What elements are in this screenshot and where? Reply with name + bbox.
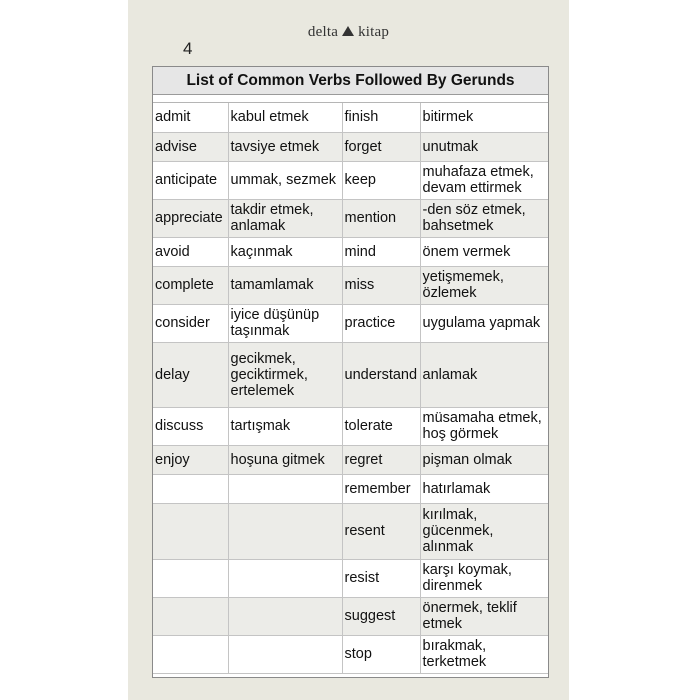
- translation-cell: yetişmemek, özlemek: [420, 266, 548, 304]
- table-row: [153, 559, 548, 597]
- verb-cell: mind: [342, 237, 420, 266]
- table-row: [153, 597, 548, 635]
- table-spacer: [153, 95, 548, 103]
- translation-cell: tartışmak: [228, 407, 342, 445]
- verb-cell: avoid: [153, 237, 228, 266]
- translation-cell: muhafaza etmek, devam ettirmek: [420, 161, 548, 199]
- translation-cell: unutmak: [420, 132, 548, 161]
- verb-grid: [153, 103, 548, 674]
- translation-cell: anlamak: [420, 342, 548, 407]
- translation-cell: önem vermek: [420, 237, 548, 266]
- verb-cell: finish: [342, 103, 420, 132]
- translation-cell: kabul etmek: [228, 103, 342, 132]
- table-title: List of Common Verbs Followed By Gerunds: [153, 67, 548, 95]
- verb-cell: forget: [342, 132, 420, 161]
- verb-cell: anticipate: [153, 161, 228, 199]
- verb-cell: resist: [342, 559, 420, 597]
- table-row: [153, 304, 548, 342]
- table-row: [153, 132, 548, 161]
- table-row: [153, 503, 548, 559]
- translation-cell: ummak, sezmek: [228, 161, 342, 199]
- verb-cell: [153, 597, 228, 635]
- verb-cell: keep: [342, 161, 420, 199]
- translation-cell: [228, 474, 342, 503]
- translation-cell: önermek, teklif etmek: [420, 597, 548, 635]
- verb-cell: consider: [153, 304, 228, 342]
- verb-table: [152, 66, 549, 678]
- verb-cell: practice: [342, 304, 420, 342]
- verb-cell: [153, 474, 228, 503]
- translation-cell: uygulama yapmak: [420, 304, 548, 342]
- table-row: [153, 635, 548, 673]
- book-page: [128, 0, 569, 700]
- table-row: [153, 266, 548, 304]
- translation-cell: hoşuna gitmek: [228, 445, 342, 474]
- page-number: 4: [183, 39, 193, 58]
- verb-cell: stop: [342, 635, 420, 673]
- translation-cell: müsamaha etmek, hoş görmek: [420, 407, 548, 445]
- verb-cell: appreciate: [153, 199, 228, 237]
- verb-cell: advise: [153, 132, 228, 161]
- triangle-icon: [342, 26, 354, 36]
- verb-cell: delay: [153, 342, 228, 407]
- translation-cell: bitirmek: [420, 103, 548, 132]
- verb-cell: [153, 559, 228, 597]
- translation-cell: tamamlamak: [228, 266, 342, 304]
- translation-cell: hatırlamak: [420, 474, 548, 503]
- verb-cell: suggest: [342, 597, 420, 635]
- table-row: [153, 474, 548, 503]
- brand-right: kitap: [358, 24, 390, 40]
- table-row: [153, 407, 548, 445]
- verb-cell: mention: [342, 199, 420, 237]
- table-row: [153, 445, 548, 474]
- translation-cell: [228, 635, 342, 673]
- brand-left: delta: [307, 24, 339, 40]
- verb-cell: [153, 635, 228, 673]
- verb-cell: enjoy: [153, 445, 228, 474]
- translation-cell: bırakmak, terketmek: [420, 635, 548, 673]
- translation-cell: pişman olmak: [420, 445, 548, 474]
- verb-cell: regret: [342, 445, 420, 474]
- publisher-logo: [128, 24, 569, 41]
- table-row: [153, 199, 548, 237]
- verb-cell: admit: [153, 103, 228, 132]
- table-row: [153, 237, 548, 266]
- verb-cell: [153, 503, 228, 559]
- translation-cell: -den söz etmek, bahsetmek: [420, 199, 548, 237]
- table-row: [153, 161, 548, 199]
- table-row: [153, 342, 548, 407]
- table-row: [153, 103, 548, 132]
- verb-cell: remember: [342, 474, 420, 503]
- verb-cell: understand: [342, 342, 420, 407]
- translation-cell: [228, 597, 342, 635]
- verb-cell: tolerate: [342, 407, 420, 445]
- verb-cell: miss: [342, 266, 420, 304]
- translation-cell: karşı koymak, direnmek: [420, 559, 548, 597]
- verb-cell: complete: [153, 266, 228, 304]
- translation-cell: gecikmek, geciktirmek, ertelemek: [228, 342, 342, 407]
- translation-cell: kırılmak, gücenmek, alınmak: [420, 503, 548, 559]
- translation-cell: iyice düşünüp taşınmak: [228, 304, 342, 342]
- translation-cell: tavsiye etmek: [228, 132, 342, 161]
- verb-cell: discuss: [153, 407, 228, 445]
- translation-cell: [228, 559, 342, 597]
- translation-cell: kaçınmak: [228, 237, 342, 266]
- translation-cell: takdir etmek, anlamak: [228, 199, 342, 237]
- verb-cell: resent: [342, 503, 420, 559]
- translation-cell: [228, 503, 342, 559]
